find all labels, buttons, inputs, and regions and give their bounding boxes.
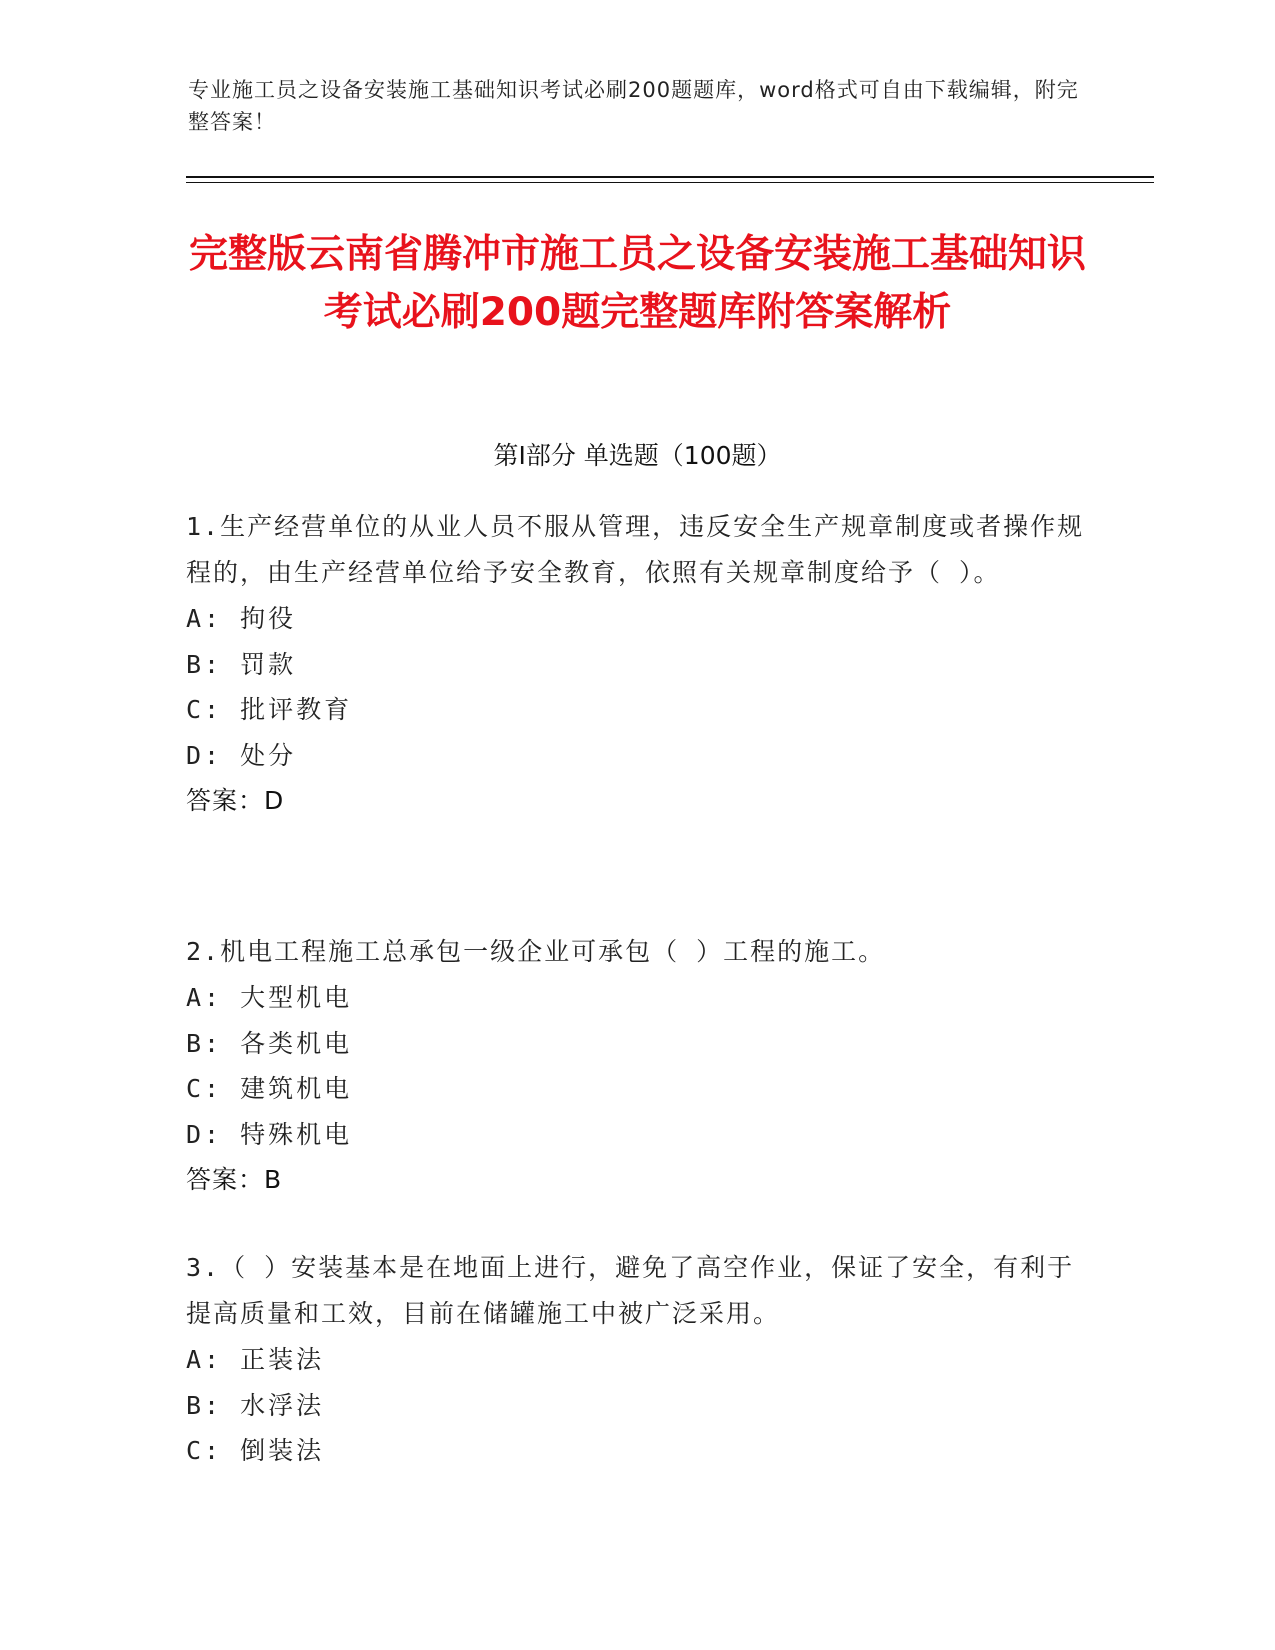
header-note: 专业施工员之设备安装施工基础知识考试必刷200题题库，word格式可自由下载编辑，附完整答案！	[188, 78, 1079, 134]
question-1-answer: 答案：D	[186, 786, 285, 815]
question-3-option-c: C: 倒装法	[186, 1436, 325, 1465]
question-2-stem: 2.机电工程施工总承包一级企业可承包（ ）工程的施工。	[186, 937, 886, 966]
question-1-option-c: C: 批评教育	[186, 695, 353, 724]
question-1-option-a: A: 拘役	[186, 604, 297, 633]
question-3	[186, 1245, 1086, 1474]
section-title: 第Ⅰ部分 单选题（100题）	[493, 441, 782, 470]
question-1-stem: 1.生产经营单位的从业人员不服从管理，违反安全生产规章制度或者操作规程的，由生产经营单位给予安全教育，依照有关规章制度给予（ ）。	[186, 512, 1085, 587]
question-1-option-b: B: 罚款	[186, 649, 297, 679]
question-2-option-b: B: 各类机电	[186, 1028, 353, 1058]
question-2	[186, 929, 1086, 1203]
question-1	[186, 504, 1086, 824]
question-2-option-a: A: 大型机电	[186, 983, 353, 1012]
question-2-answer: 答案：B	[186, 1165, 283, 1194]
question-2-option-c: C: 建筑机电	[186, 1074, 353, 1103]
question-3-stem: 3.（ ）安装基本是在地面上进行，避免了高空作业，保证了安全，有利于提高质量和工效，目前在储罐施工中被广泛采用。	[186, 1253, 1075, 1328]
document-title: 完整版云南省腾冲市施工员之设备安装施工基础知识考试必刷200题完整题库附答案解析	[188, 232, 1086, 335]
question-1-option-d: D: 处分	[186, 740, 297, 770]
header-rule-thick	[186, 176, 1154, 178]
question-3-option-a: A: 正装法	[186, 1345, 325, 1374]
header-rule-thin	[186, 182, 1154, 183]
question-3-option-b: B: 水浮法	[186, 1390, 325, 1420]
question-2-option-d: D: 特殊机电	[186, 1119, 353, 1149]
